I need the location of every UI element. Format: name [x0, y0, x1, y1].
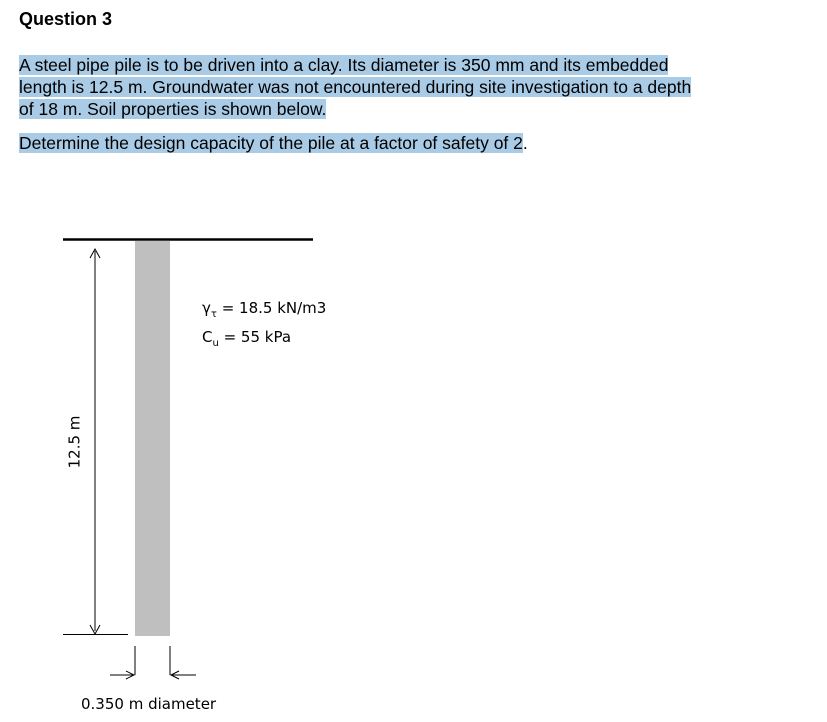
pile-shaft — [135, 241, 170, 636]
problem-line-3: of 18 m. Soil properties is shown below. — [19, 99, 327, 119]
undrained-strength-subscript: u — [212, 338, 219, 349]
pile-length-label: 12.5 m — [65, 415, 84, 469]
question-heading: Question 3 — [19, 9, 113, 29]
problem-line-2: length is 12.5 m. Groundwater was not encountered during site investigation to a depth — [19, 77, 692, 97]
task-text: Determine the design capacity of the pile at a factor of safety of 2 — [19, 133, 523, 153]
problem-line-1: A steel pipe pile is to be driven into a clay. Its diameter is 350 mm and its embedded — [19, 55, 669, 75]
unit-weight-subscript: τ — [210, 309, 217, 320]
undrained-strength-label — [202, 328, 292, 349]
undrained-strength-value: = 55 kPa — [218, 328, 292, 346]
unit-weight-value: = 18.5 kN/m3 — [216, 299, 327, 317]
unit-weight-symbol: γ — [202, 299, 211, 317]
task-period: . — [522, 133, 528, 153]
pile-diameter-label: 0.350 m diameter — [81, 695, 217, 713]
undrained-strength-symbol: C — [202, 328, 213, 346]
unit-weight-label — [202, 299, 327, 320]
